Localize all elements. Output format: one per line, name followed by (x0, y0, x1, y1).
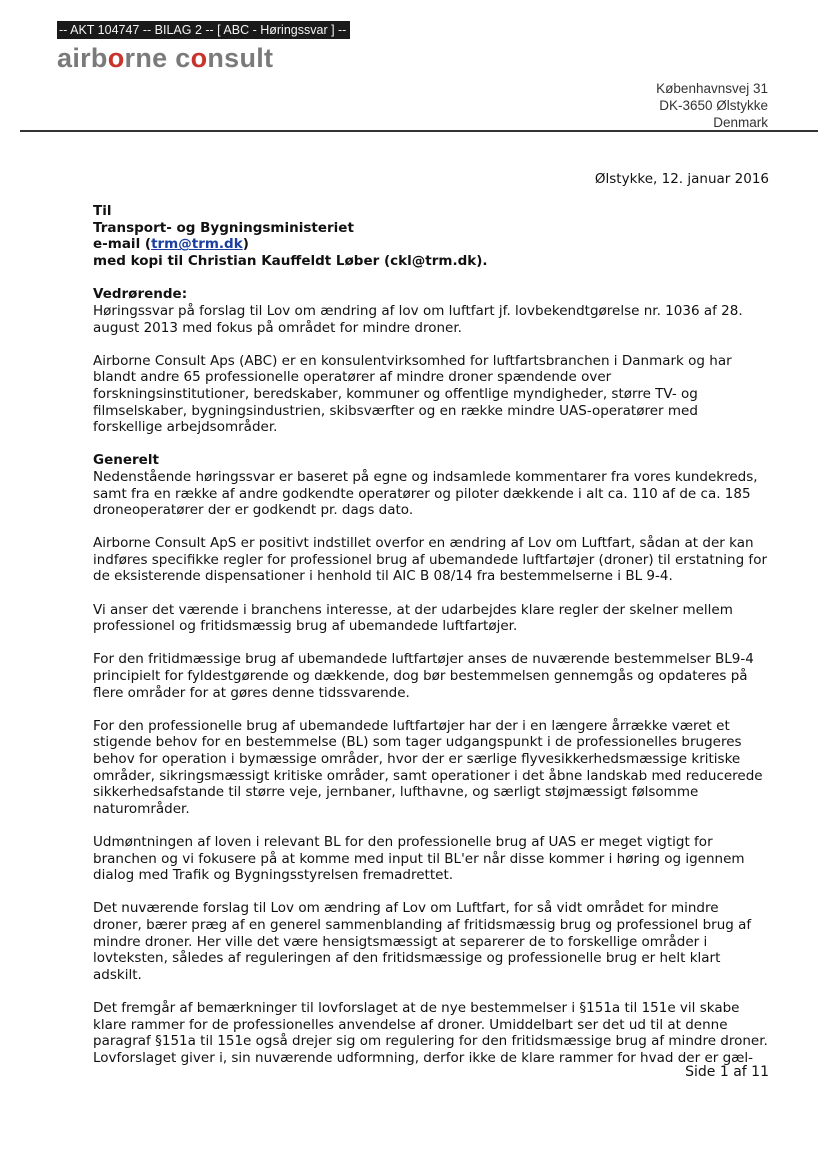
general-heading: Generelt (93, 452, 159, 469)
email-prefix: e-mail ( (93, 236, 152, 253)
company-logo (57, 43, 273, 74)
paragraph-text: Nedenstående høringssvar er baseret på egne og indsamlede kommentarer fra vores kundekreds, samt fra en række af andre godkendte operatører og piloter dækkende i alt ca. 110 af de ca. 185 droneoperatører der er godkendt pr. dags dato. (93, 468, 758, 519)
letter-body (93, 203, 769, 1083)
recipient-block (93, 203, 769, 269)
paragraph-text: For den professionelle brug af ubemandede luftfartøjer har der i en længere årrække været et stigende behov for en bestemmelse (BL) som tager udgangspunkt i de professionelles brugeres behov for operation i bymæssige områder, hvor der er særlige flyvesikkerhedsmæssige kritiske områder, sikringsmæssigt kritiske områder, samt operationer i det åbne landskab med reducerede sikkerhedsafstande til større veje, jernbaner, lufthavne, og særligt støjmæssigt følsomme naturområder. (93, 717, 763, 817)
paragraph-text: For den fritidmæssige brug af ubemandede luftfartøjer anses de nuværende bestemmelser BL9-4 principielt for fyldestgørende og dækkende, dog bør bestemmelsen gennemgås og opdateres på flere områder for at gøres denne tidssvarende. (93, 651, 754, 701)
logo-part-2: rne c (124, 43, 191, 73)
page-number: Side 1 af 11 (685, 1064, 769, 1080)
subject-section (93, 286, 769, 336)
recipient-to: Til (93, 203, 112, 219)
letter-date: Ølstykke, 12. januar 2016 (594, 171, 769, 187)
paragraph-text: Udmøntningen af loven i relevant BL for den professionelle brug af UAS er meget vigtigt for branchen og vi fokusere på at komme med input til BL'er når disse kommer i høring og igennem dialog med Trafik og Bygningsstyrelsen fremadrettet. (93, 833, 745, 884)
logo-accent-1: o (107, 43, 125, 73)
recipient-ministry: Transport- og Bygningsministeriet (93, 219, 354, 236)
paragraph-text: Det fremgår af bemærkninger til lovforslaget at de nye bestemmelser i §151a til 151e vil skabe klare rammer for de professionelles anvendelse af droner. Umiddelbart ser det ud til at denne paragraf §151a til 151e også drejer sig om regulering for den fritidsmæssige brug af mindre droner. Lovforslaget giver i, sin nuværende udformning, derfor ikke de klare rammer for hvad der er gæl- (93, 999, 768, 1066)
logo-part-3: nsult (207, 43, 274, 73)
address-country: Denmark (713, 115, 768, 130)
address-street: Københavnsvej 31 (656, 81, 768, 96)
logo-part-1: airb (57, 43, 108, 73)
intro-paragraph: Airborne Consult Aps (ABC) er en konsulentvirksomhed for luftfartsbranchen i Danmark og har blandt andre 65 professionelle operatører af mindre droner spændende over forskningsinstitutioner, beredskaber, kommuner og offentlige myndigheder, større TV- og filmselskaber, bygningsindustrien, skibsværfter og en række mindre UAS-operatører med forskellige arbejdsområder. (93, 352, 732, 436)
address-city: DK-3650 Ølstykke (659, 98, 768, 113)
email-suffix: ) (242, 236, 249, 253)
email-link[interactable]: trm@trm.dk (151, 236, 243, 253)
paragraph-text: Airborne Consult ApS er positivt indstillet overfor en ændring af Lov om Luftfart, sådan at der kan indføres specifikke regler for professionel brug af ubemandede luftfartøjer (droner) til erstatning for de eksisterende dispensationer i henhold til AIC B 08/14 fra bestemmelserne i BL 9-4. (93, 535, 767, 585)
subject-text: Høringssvar på forslag til Lov om ændring af lov om luftfart jf. lovbekendtgørelse nr. 1036 af 28. august 2013 med fokus på området for mindre droner. (93, 302, 743, 336)
header-divider (20, 130, 818, 132)
logo-accent-2: o (190, 43, 208, 73)
sender-address (656, 80, 768, 131)
archive-stamp: -- AKT 104747 -- BILAG 2 -- [ ABC - Høringssvar ] -- (57, 21, 350, 39)
paragraph-text: Vi anser det værende i branchens interesse, at der udarbejdes klare regler der skelner mellem professionel og fritidsmæssig brug af ubemandede luftfartøjer. (93, 601, 733, 635)
general-section (93, 452, 769, 518)
recipient-cc: med kopi til Christian Kauffeldt Løber (ckl@trm.dk). (93, 252, 488, 269)
subject-heading: Vedrørende: (93, 286, 188, 303)
recipient-email-line (93, 236, 769, 253)
paragraph-text: Det nuværende forslag til Lov om ændring af Lov om Luftfart, for så vidt området for mindre droner, bærer præg af en generel sammenblanding af fritidsmæssig brug og professionel brug af mindre droner. Her ville det være hensigtsmæssigt at separerer de to forskellige områder i lovteksten, således af reguleringen af den fritidsmæssige og professionelle brug er helt klart adskilt. (93, 900, 752, 983)
